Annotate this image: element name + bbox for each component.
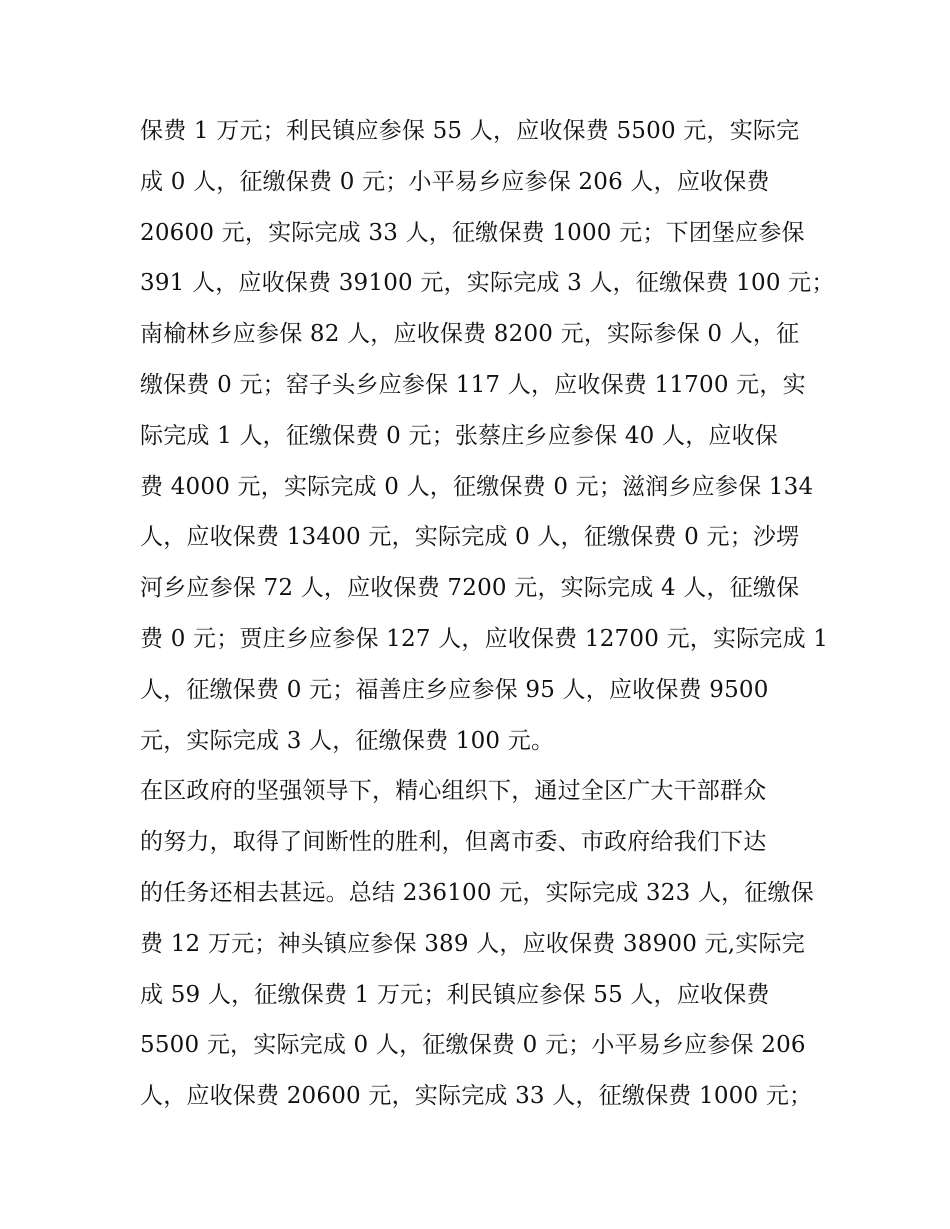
text-line: 河乡应参保 72 人，应收保费 7200 元，实际完成 4 人，征缴保 — [140, 575, 800, 602]
text-line: 成 0 人，征缴保费 0 元；小平易乡应参保 206 人，应收保费 — [140, 168, 770, 195]
text-line: 391 人，应收保费 39100 元，实际完成 3 人，征缴保费 100 元； — [140, 270, 835, 297]
text-line: 人，应收保费 20600 元，实际完成 33 人，征缴保费 1000 元； — [140, 1083, 813, 1110]
text-line: 5500 元，实际完成 0 人，征缴保费 0 元；小平易乡应参保 206 — [140, 1032, 806, 1059]
text-line: 的努力，取得了间断性的胜利，但离市委、市政府给我们下达 — [140, 829, 767, 856]
text-line: 缴保费 0 元；窑子头乡应参保 117 人，应收保费 11700 元，实 — [140, 371, 806, 398]
paragraph-start-line: 在区政府的坚强领导下，精心组织下，通过全区广大干部群众 — [140, 778, 767, 805]
text-line: 南榆林乡应参保 82 人，应收保费 8200 元，实际参保 0 人，征 — [140, 321, 800, 348]
text-line: 的任务还相去甚远。总结 236100 元，实际完成 323 人，征缴保 — [140, 879, 814, 906]
text-line: 人，应收保费 13400 元，实际完成 0 人，征缴保费 0 元；沙塄 — [140, 524, 800, 551]
text-line: 20600 元，实际完成 33 人，征缴保费 1000 元；下团堡应参保 — [140, 219, 805, 246]
text-line: 费 12 万元；神头镇应参保 389 人，应收保费 38900 元,实际完 — [140, 930, 805, 957]
text-line: 际完成 1 人，征缴保费 0 元；张蔡庄乡应参保 40 人，应收保 — [140, 422, 778, 449]
text-line: 费 4000 元，实际完成 0 人，征缴保费 0 元；滋润乡应参保 134 — [140, 473, 814, 500]
document-body — [140, 106, 835, 1122]
text-line: 保费 1 万元；利民镇应参保 55 人，应收保费 5500 元，实际完 — [140, 118, 800, 144]
text-line: 成 59 人，征缴保费 1 万元；利民镇应参保 55 人，应收保费 — [140, 981, 770, 1008]
text-line: 人，征缴保费 0 元；福善庄乡应参保 95 人，应收保费 9500 — [140, 676, 769, 703]
text-line: 元，实际完成 3 人，征缴保费 100 元。 — [140, 727, 555, 754]
text-line: 费 0 元；贾庄乡应参保 127 人，应收保费 12700 元，实际完成 1 — [140, 625, 829, 652]
